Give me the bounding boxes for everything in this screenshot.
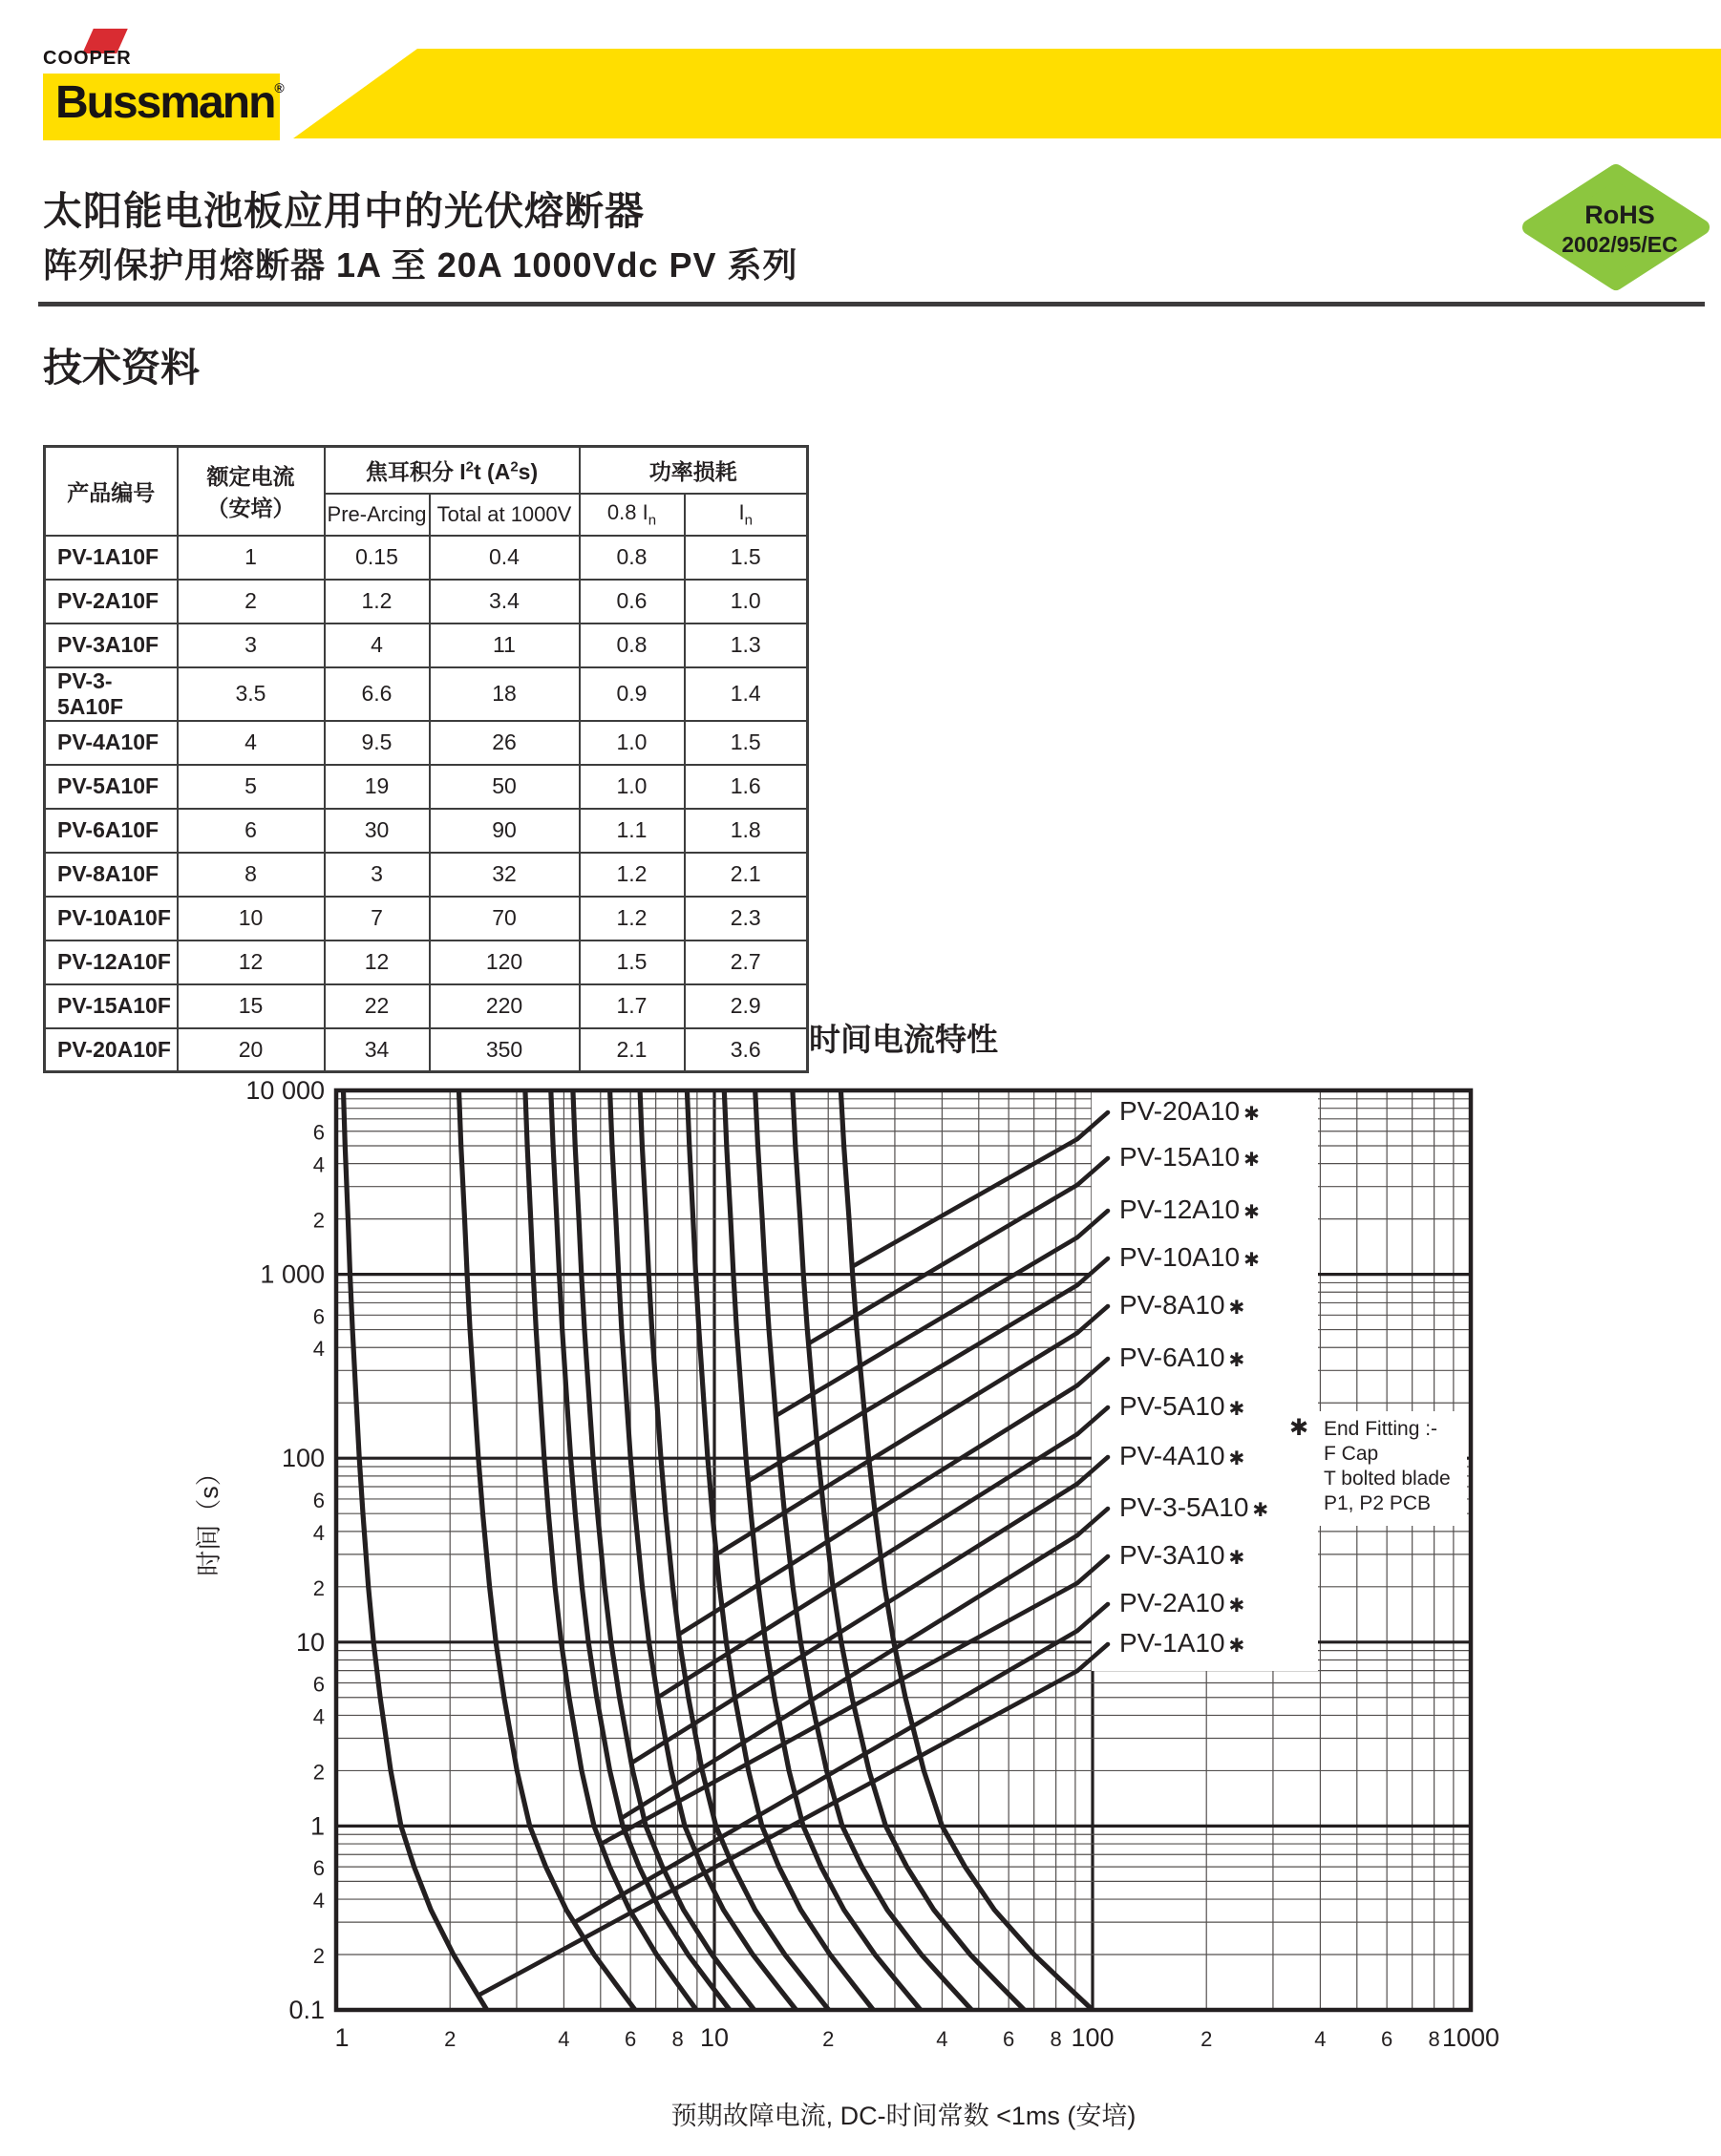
x-tick-label: 8	[1050, 2027, 1062, 2051]
x-tick-label: 2	[822, 2027, 835, 2051]
y-tick-label: 2	[312, 1944, 325, 1969]
value-cell: 26	[430, 721, 580, 765]
bussmann-logo	[43, 74, 285, 140]
y-tick-label: 10	[295, 1627, 325, 1657]
leader-PV-1A10	[478, 1644, 1108, 1996]
value-cell: 3.6	[685, 1028, 808, 1072]
value-cell: 50	[430, 765, 580, 809]
x-tick-label: 6	[1381, 2027, 1393, 2051]
value-cell: 19	[325, 765, 430, 809]
y-tick-label: 100	[281, 1444, 325, 1473]
value-cell: 4	[325, 624, 430, 667]
value-cell: 70	[430, 897, 580, 941]
curve-label-PV-8A10: PV-8A10 ✱	[1119, 1290, 1245, 1320]
value-cell: 1.6	[685, 765, 808, 809]
col-header-pre-arcing: Pre-Arcing	[325, 494, 430, 536]
header-divider	[38, 302, 1705, 306]
curve-label-panel	[1092, 1092, 1318, 1671]
curve-label-PV-6A10: PV-6A10 ✱	[1119, 1342, 1245, 1372]
product-code-cell: PV-20A10F	[45, 1028, 178, 1072]
x-tick-label: 100	[1071, 2023, 1115, 2052]
y-tick-label: 0.1	[288, 1996, 325, 2024]
product-code-cell: PV-4A10F	[45, 721, 178, 765]
table-row	[45, 667, 808, 721]
value-cell: 12	[178, 941, 325, 984]
y-tick-label: 4	[312, 1337, 325, 1362]
value-cell: 22	[325, 984, 430, 1028]
curve-label-PV-15A10: PV-15A10 ✱	[1119, 1142, 1260, 1172]
product-code-cell: PV-10A10F	[45, 897, 178, 941]
value-cell: 1.5	[685, 721, 808, 765]
curve-label-PV-10A10: PV-10A10 ✱	[1119, 1242, 1260, 1272]
registered-mark: ®	[274, 80, 285, 95]
x-tick-label: 8	[671, 2027, 684, 2051]
page-title: 太阳能电池板应用中的光伏熔断器	[43, 189, 645, 233]
value-cell: 2.7	[685, 941, 808, 984]
leader-PV-4A10	[631, 1457, 1108, 1763]
curve-label-PV-4A10: PV-4A10 ✱	[1119, 1441, 1245, 1470]
value-cell: 1.2	[580, 853, 685, 897]
product-code-cell: PV-15A10F	[45, 984, 178, 1028]
yellow-banner	[293, 49, 1721, 138]
value-cell: 4	[178, 721, 325, 765]
x-tick-label: 6	[1003, 2027, 1015, 2051]
product-code-cell: PV-8A10F	[45, 853, 178, 897]
y-tick-label: 6	[312, 1304, 325, 1329]
y-tick-label: 2	[312, 1208, 325, 1233]
value-cell: 2	[178, 580, 325, 624]
value-cell: 9.5	[325, 721, 430, 765]
note-line: End Fitting :-	[1324, 1418, 1438, 1440]
note-line: F Cap	[1324, 1443, 1379, 1465]
y-axis-label: 时间（s）	[195, 1460, 223, 1576]
y-tick-label: 6	[312, 1672, 325, 1697]
col-header-0-8-in: 0.8 $I_n$	[580, 494, 685, 536]
value-cell: 0.9	[580, 667, 685, 721]
x-tick-label: 6	[625, 2027, 637, 2051]
value-cell: 15	[178, 984, 325, 1028]
value-cell: 1.5	[685, 536, 808, 580]
y-tick-label: 2	[312, 1575, 325, 1600]
value-cell: 1.0	[580, 721, 685, 765]
y-tick-label: 6	[312, 1120, 325, 1145]
x-tick-label: 2	[1200, 2027, 1213, 2051]
value-cell: 3	[178, 624, 325, 667]
product-code-cell: PV-6A10F	[45, 809, 178, 853]
fuse-curves	[344, 1090, 1094, 2010]
technical-data-table	[43, 445, 809, 1073]
section-title: 技术资料	[43, 346, 200, 390]
product-code-cell: PV-5A10F	[45, 765, 178, 809]
value-cell: 30	[325, 809, 430, 853]
y-tick-label: 4	[312, 1889, 325, 1913]
curve-label-PV-1A10: PV-1A10 ✱	[1119, 1628, 1245, 1658]
value-cell: 1.7	[580, 984, 685, 1028]
col-header-total-1000v: Total at 1000V	[430, 494, 580, 536]
value-cell: 0.8	[580, 536, 685, 580]
table-row	[45, 765, 808, 809]
table-row	[45, 941, 808, 984]
col-header-product: 产品编号	[45, 447, 178, 536]
x-tick-label: 2	[444, 2027, 457, 2051]
curve-label-PV-3A10: PV-3A10 ✱	[1119, 1540, 1245, 1570]
col-header-i2t: 焦耳积分 $I^2t$ $(A^2s)$	[325, 447, 580, 494]
y-tick-label: 4	[312, 1152, 325, 1177]
value-cell: 2.9	[685, 984, 808, 1028]
x-tick-label: 4	[936, 2027, 948, 2051]
table-row	[45, 721, 808, 765]
value-cell: 1.2	[580, 897, 685, 941]
value-cell: 20	[178, 1028, 325, 1072]
value-cell: 0.4	[430, 536, 580, 580]
value-cell: 18	[430, 667, 580, 721]
value-cell: 5	[178, 765, 325, 809]
curve-label-PV-3-5A10: PV-3-5A10 ✱	[1119, 1492, 1269, 1522]
col-header-power-loss: 功率损耗	[580, 447, 808, 494]
value-cell: 0.15	[325, 536, 430, 580]
curve-PV-2A10	[459, 1090, 636, 2010]
x-tick-label: 4	[558, 2027, 570, 2051]
col-header-rated-current: 额定电流 （安培）	[178, 447, 325, 536]
table-row	[45, 536, 808, 580]
note-line: P1, P2 PCB	[1324, 1492, 1432, 1514]
value-cell: 220	[430, 984, 580, 1028]
value-cell: 12	[325, 941, 430, 984]
curve-label-PV-20A10: PV-20A10 ✱	[1119, 1096, 1260, 1126]
value-cell: 350	[430, 1028, 580, 1072]
value-cell: 11	[430, 624, 580, 667]
asterisk-icon: ✱	[1289, 1415, 1309, 1441]
rohs-label: RoHS	[1584, 201, 1655, 229]
value-cell: 2.1	[685, 853, 808, 897]
product-code-cell: PV-1A10F	[45, 536, 178, 580]
x-tick-label: 4	[1314, 2027, 1327, 2051]
value-cell: 3.5	[178, 667, 325, 721]
y-tick-label: 6	[312, 1856, 325, 1881]
time-current-chart	[0, 993, 1721, 2156]
curve-label-PV-2A10: PV-2A10 ✱	[1119, 1588, 1245, 1617]
page-subtitle: 阵列保护用熔断器 1A 至 20A 1000Vdc PV 系列	[43, 245, 798, 285]
curve-PV-15A10	[793, 1090, 1025, 2010]
y-tick-label: 1 000	[260, 1259, 325, 1289]
value-cell: 1.3	[685, 624, 808, 667]
bussmann-wordmark: Bussmann®	[55, 77, 285, 128]
value-cell: 34	[325, 1028, 430, 1072]
curve-PV-12A10	[755, 1090, 972, 2010]
value-cell: 6.6	[325, 667, 430, 721]
value-cell: 1.5	[580, 941, 685, 984]
table-header-row-1	[45, 447, 808, 494]
x-axis-label: 预期故障电流, DC-时间常数 <1ms (安培)	[670, 2102, 1137, 2130]
y-tick-label: 6	[312, 1488, 325, 1512]
value-cell: 1.4	[685, 667, 808, 721]
value-cell: 7	[325, 897, 430, 941]
value-cell: 2.3	[685, 897, 808, 941]
table-row	[45, 624, 808, 667]
value-cell: 0.6	[580, 580, 685, 624]
legend-panel	[1092, 1092, 1467, 1671]
product-code-cell: PV-2A10F	[45, 580, 178, 624]
value-cell: 1.0	[685, 580, 808, 624]
y-tick-label: 10 000	[245, 1076, 325, 1105]
value-cell: 120	[430, 941, 580, 984]
chart-title: 时间电流特性	[809, 1022, 998, 1057]
table-row	[45, 853, 808, 897]
x-tick-label: 10	[699, 2023, 730, 2052]
value-cell: 3	[325, 853, 430, 897]
value-cell: 1	[178, 536, 325, 580]
col-header-in: $I_n$	[685, 494, 808, 536]
value-cell: 8	[178, 853, 325, 897]
value-cell: 1.1	[580, 809, 685, 853]
y-tick-label: 4	[312, 1520, 325, 1545]
value-cell: 1.2	[325, 580, 430, 624]
leader-PV-3-5A10	[621, 1509, 1108, 1818]
x-tick-label: 1000	[1441, 2023, 1500, 2052]
rohs-badge	[1520, 162, 1711, 292]
note-line: T bolted blade	[1324, 1468, 1451, 1490]
value-cell: 6	[178, 809, 325, 853]
cooper-wordmark: COOPER	[43, 48, 132, 69]
x-tick-label: 1	[334, 2023, 350, 2052]
product-code-cell: PV-3A10F	[45, 624, 178, 667]
value-cell: 90	[430, 809, 580, 853]
value-cell: 1.0	[580, 765, 685, 809]
value-cell: 32	[430, 853, 580, 897]
value-cell: 3.4	[430, 580, 580, 624]
rohs-directive: 2002/95/EC	[1562, 232, 1678, 257]
table-row	[45, 897, 808, 941]
x-tick-label: 8	[1428, 2027, 1440, 2051]
y-tick-label: 2	[312, 1760, 325, 1785]
y-tick-label: 4	[312, 1704, 325, 1729]
product-code-cell: PV-12A10F	[45, 941, 178, 984]
curve-label-PV-5A10: PV-5A10 ✱	[1119, 1391, 1245, 1421]
curve-label-PV-12A10: PV-12A10 ✱	[1119, 1194, 1260, 1224]
table-row	[45, 580, 808, 624]
value-cell: 10	[178, 897, 325, 941]
value-cell: 2.1	[580, 1028, 685, 1072]
value-cell: 0.8	[580, 624, 685, 667]
value-cell: 1.8	[685, 809, 808, 853]
y-tick-label: 1	[309, 1811, 325, 1841]
table-row	[45, 809, 808, 853]
product-code-cell: PV-3-5A10F	[45, 667, 178, 721]
